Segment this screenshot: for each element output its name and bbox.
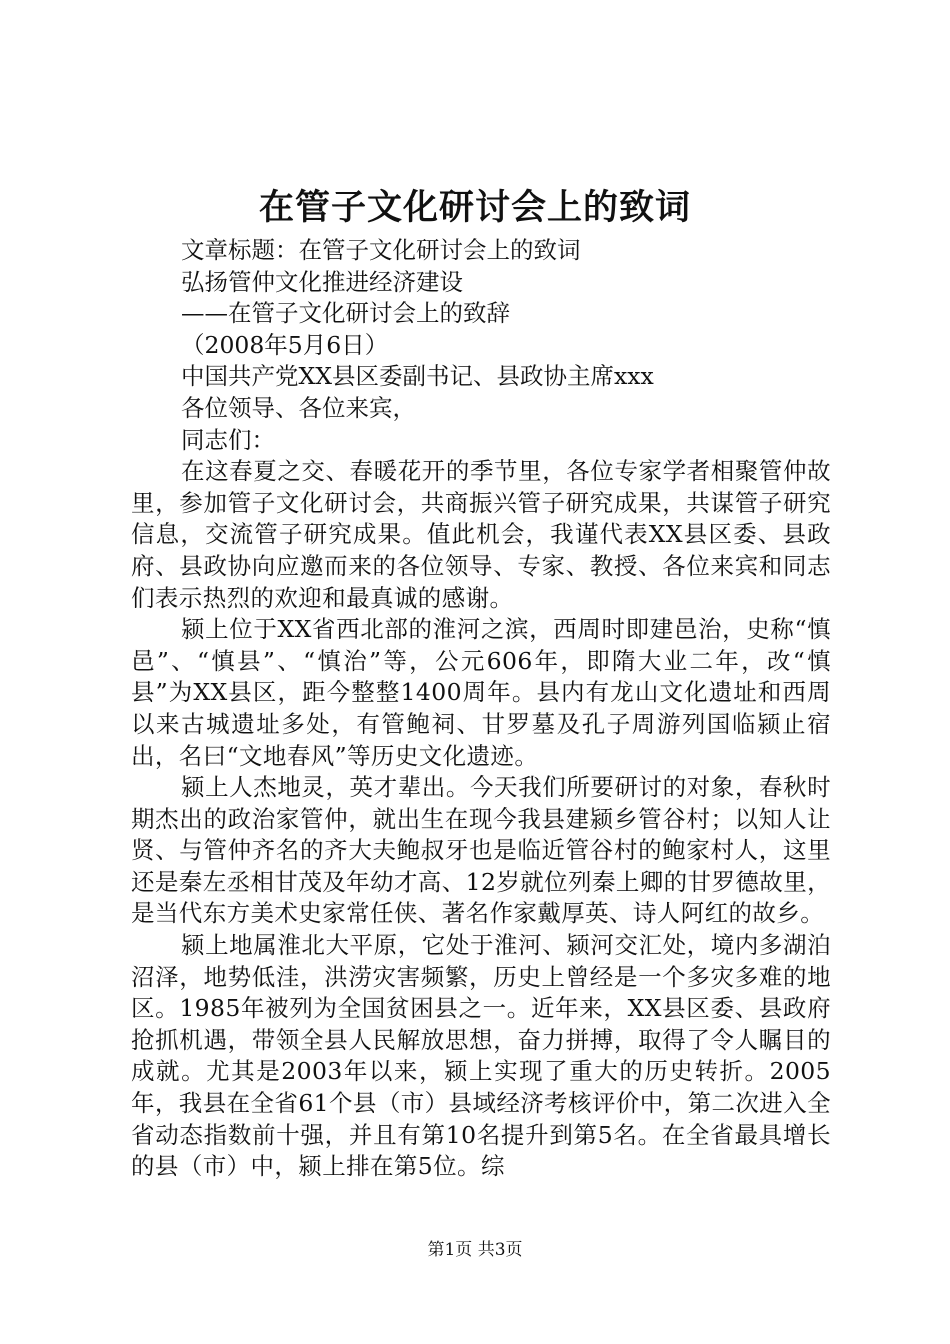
document-body xyxy=(131,235,831,1183)
document-title: 在管子文化研讨会上的致词 xyxy=(258,187,691,228)
paragraph-welcome: 在这春夏之交、春暖花开的季节里，各位专家学者相聚管仲故里，参加管子文化研讨会，共商振兴管子研究成果，共谋管子研究信息，交流管子研究成果。值此机会，我谨代表XX县区委、县政府、县政协向应邀而来的各位领导、专家、教授、各位来宾和同志们表示热烈的欢迎和最真诚的感谢。 xyxy=(131,457,831,612)
paragraph-people: 颍上人杰地灵，英才辈出。今天我们所要研讨的对象，春秋时期杰出的政治家管仲，就出生在现今我县建颍乡管谷村；以知人让贤、与管仲齐名的齐大夫鲍叔牙也是临近管谷村的鲍家村人，这里还是秦左丞相甘茂及年幼才高、12岁就位列秦上卿的甘罗德故里，是当代东方美术史家常任侠、著名作家戴厚英、诗人阿红的故乡。 xyxy=(131,773,831,928)
page-footer: 第1页 共3页 xyxy=(427,1240,523,1260)
speech-subtitle-line: ——在管子文化研讨会上的致辞 xyxy=(181,299,510,328)
paragraph-history: 颍上位于XX省西北部的淮河之滨，西周时即建邑治，史称“慎邑”、“慎县”、“慎治”等，公元606年，即隋大业二年，改“慎县”为XX县区，距今整整1400周年。县内有龙山文化遗址和西周以来古城遗址多处，有管鲍祠、甘罗墓及孔子周游列国临颍止宿出，名曰“文地春风”等历史文化遗迹。 xyxy=(131,615,831,770)
salutation-comrades-line: 同志们： xyxy=(181,425,275,454)
speech-date-line: （2008年5月6日） xyxy=(181,330,389,359)
paragraph-development: 颍上地属淮北大平原，它处于淮河、颍河交汇处，境内多湖泊沼泽，地势低洼，洪涝灾害频繁，历史上曾经是一个多灾多难的地区。1985年被列为全国贫困县之一。近年来，XX县区委、县政府抢抓机遇，带领全县人民解放思想，奋力拼搏，取得了令人瞩目的成就。尤其是2003年以来，颍上实现了重大的历史转折。2005年，我县在全省61个县（市）县域经济考核评价中，第二次进入全省动态指数前十强，并且有第10名提升到第5名。在全省最具增长的县（市）中，颍上排在第5位。综 xyxy=(131,931,831,1181)
speech-title-line: 弘扬管仲文化推进经济建设 xyxy=(181,267,463,296)
salutation-line: 各位领导、各位来宾， xyxy=(181,393,416,422)
article-title-line: 文章标题：在管子文化研讨会上的致词 xyxy=(181,236,581,264)
speaker-line: 中国共产党XX县区委副书记、县政协主席xxx xyxy=(181,362,654,391)
